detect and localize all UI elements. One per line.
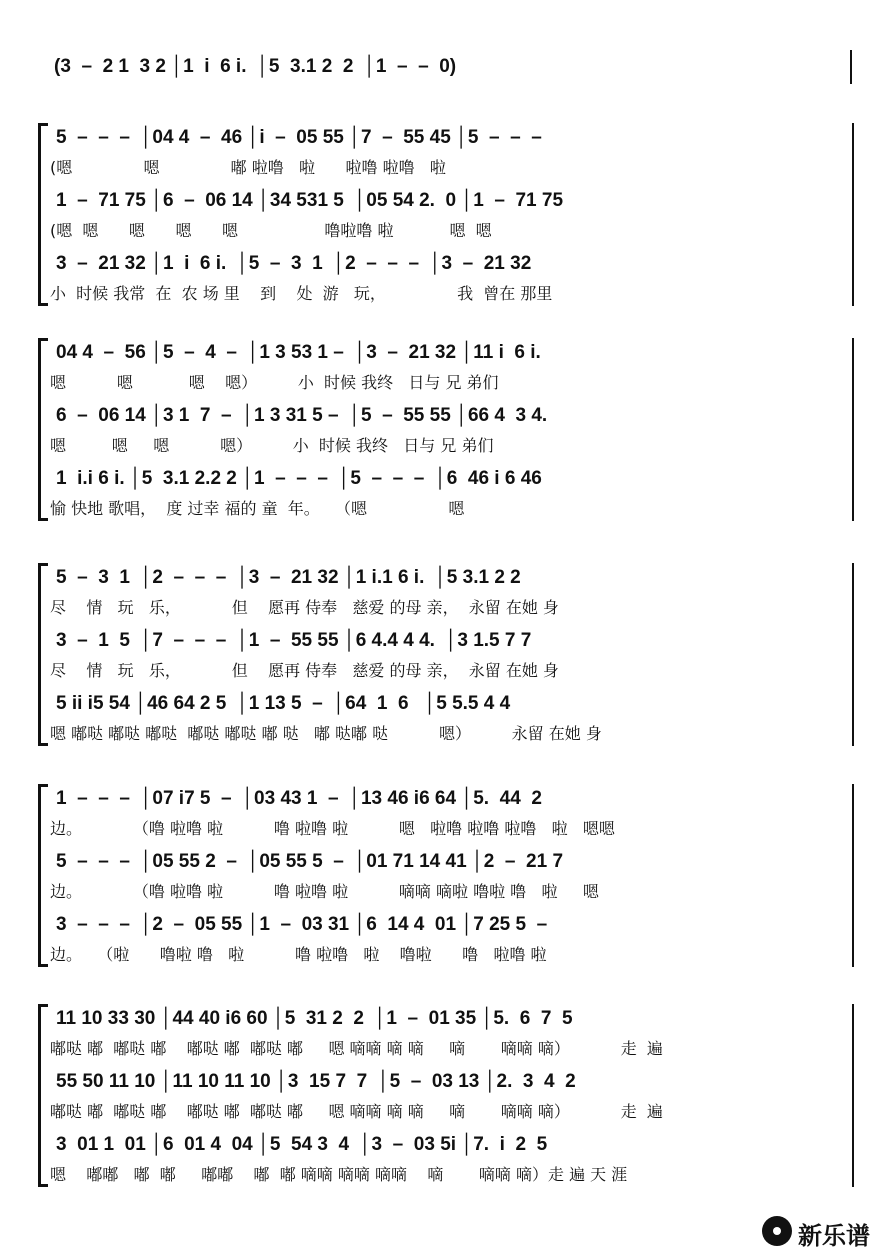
voice-notes: 1 – 71 75 │6 – 06 14 │34 531 5 │05 54 2. 0 │1 – 71 75 bbox=[56, 190, 564, 211]
voice-lyrics: (嗯 嗯 嘟 啦噜 啦 啦噜 啦噜 啦 bbox=[50, 158, 446, 177]
voice-lyrics: 尽 情 玩 乐， 但 愿再 侍奉 慈爱 的母 亲， 永留 在她 身 bbox=[50, 661, 559, 680]
system-bracket-cap-bottom bbox=[38, 1184, 48, 1187]
watermark-text: 新乐谱 bbox=[798, 1222, 870, 1250]
voice-notes: 3 01 1 01 │6 01 4 04 │5 54 3 4 │3 – 03 5i │7. i 2 5 bbox=[56, 1134, 548, 1155]
intro-end-barline bbox=[850, 50, 852, 84]
system-bracket bbox=[38, 123, 41, 306]
system-bracket-cap-bottom bbox=[38, 303, 48, 306]
voice-lyrics: 愉 快地 歌唱， 度 过幸 福的 童 年。 （嗯 嗯 bbox=[50, 499, 465, 518]
voice-lyrics: 边。 （啦 噜啦 噜 啦 噜 啦噜 啦 噜啦 噜 啦噜 啦 bbox=[50, 945, 547, 964]
voice-lyrics: (嗯 嗯 嗯 嗯 嗯 噜啦噜 啦 嗯 嗯 bbox=[50, 221, 492, 240]
system-end-barline bbox=[852, 338, 854, 521]
vinyl-disc-icon bbox=[762, 1216, 792, 1246]
voice-notes: 5 – – – │04 4 – 46 │i – 05 55 │7 – 55 45 │5 – – – bbox=[56, 127, 542, 148]
voice-notes: 5 ii i5 54 │46 64 2 5 │1 13 5 – │64 1 6 │5 5.5 4 4 bbox=[56, 693, 511, 714]
system-bracket-cap-top bbox=[38, 1004, 48, 1007]
voice-lyrics: 嘟哒 嘟 嘟哒 嘟 嘟哒 嘟 嘟哒 嘟 嗯 嘀嘀 嘀 嘀 嘀 嘀嘀 嘀） 走 遍 bbox=[50, 1039, 663, 1058]
system-bracket bbox=[38, 784, 41, 967]
system-bracket bbox=[38, 338, 41, 521]
system-bracket-cap-top bbox=[38, 784, 48, 787]
voice-notes: 11 10 33 30 │44 40 i6 60 │5 31 2 2 │1 – 01 35 │5. 6 7 5 bbox=[56, 1008, 573, 1029]
voice-lyrics: 嗯 嘟嘟 嘟 嘟 嘟嘟 嘟 嘟 嘀嘀 嘀嘀 嘀嘀 嘀 嘀嘀 嘀）走 遍 天 涯 bbox=[50, 1165, 628, 1184]
system-bracket-cap-top bbox=[38, 338, 48, 341]
system-bracket-cap-top bbox=[38, 123, 48, 126]
voice-notes: 3 – 1 5 │7 – – – │1 – 55 55 │6 4.4 4 4. │3 1.5 7 7 bbox=[56, 630, 532, 651]
system-end-barline bbox=[852, 123, 854, 306]
voice-lyrics: 嗯 嗯 嗯 嗯） 小 时候 我终 日与 兄 弟们 bbox=[50, 373, 499, 392]
voice-notes: 55 50 11 10 │11 10 11 10 │3 15 7 7 │5 – 03 13 │2. 3 4 2 bbox=[56, 1071, 576, 1092]
system-end-barline bbox=[852, 563, 854, 746]
voice-notes: 04 4 – 56 │5 – 4 – │1 3 53 1 – │3 – 21 32 │11 i 6 i. bbox=[56, 342, 541, 363]
system-bracket-cap-bottom bbox=[38, 743, 48, 746]
voice-notes: 3 – 21 32 │1 i 6 i. │5 – 3 1 │2 – – – │3 – 21 32 bbox=[56, 253, 532, 274]
system-bracket bbox=[38, 563, 41, 746]
voice-notes: 6 – 06 14 │3 1 7 – │1 3 31 5 – │5 – 55 55 │66 4 3 4. bbox=[56, 405, 548, 426]
intro-notes: (3 – 2 1 3 2 │1 i 6 i. │5 3.1 2 2 │1 – – 0) bbox=[54, 56, 457, 77]
system-bracket-cap-bottom bbox=[38, 518, 48, 521]
watermark-logo bbox=[762, 1214, 882, 1248]
system-bracket-cap-top bbox=[38, 563, 48, 566]
voice-notes: 5 – – – │05 55 2 – │05 55 5 – │01 71 14 41 │2 – 21 7 bbox=[56, 851, 564, 872]
voice-notes: 3 – – – │2 – 05 55 │1 – 03 31 │6 14 4 01 │7 25 5 – bbox=[56, 914, 548, 935]
voice-lyrics: 嗯 嘟哒 嘟哒 嘟哒 嘟哒 嘟哒 嘟 哒 嘟 哒嘟 哒 嗯） 永留 在她 身 bbox=[50, 724, 602, 743]
voice-notes: 5 – 3 1 │2 – – – │3 – 21 32 │1 i.1 6 i. │5 3.1 2 2 bbox=[56, 567, 521, 588]
system-end-barline bbox=[852, 1004, 854, 1187]
system-bracket-cap-bottom bbox=[38, 964, 48, 967]
voice-lyrics: 小 时候 我常 在 农 场 里 到 处 游 玩， 我 曾在 那里 bbox=[50, 284, 553, 303]
voice-lyrics: 嗯 嗯 嗯 嗯） 小 时候 我终 日与 兄 弟们 bbox=[50, 436, 494, 455]
voice-lyrics: 边。 （噜 啦噜 啦 噜 啦噜 啦 嗯 啦噜 啦噜 啦噜 啦 嗯嗯 bbox=[50, 819, 615, 838]
voice-lyrics: 嘟哒 嘟 嘟哒 嘟 嘟哒 嘟 嘟哒 嘟 嗯 嘀嘀 嘀 嘀 嘀 嘀嘀 嘀） 走 遍 bbox=[50, 1102, 663, 1121]
voice-lyrics: 边。 （噜 啦噜 啦 噜 啦噜 啦 嘀嘀 嘀啦 噜啦 噜 啦 嗯 bbox=[50, 882, 599, 901]
voice-lyrics: 尽 情 玩 乐， 但 愿再 侍奉 慈爱 的母 亲， 永留 在她 身 bbox=[50, 598, 559, 617]
system-bracket bbox=[38, 1004, 41, 1187]
system-end-barline bbox=[852, 784, 854, 967]
voice-notes: 1 – – – │07 i7 5 – │03 43 1 – │13 46 i6 64 │5. 44 2 bbox=[56, 788, 542, 809]
voice-notes: 1 i.i 6 i. │5 3.1 2.2 2 │1 – – – │5 – – – │6 46 i 6 46 bbox=[56, 468, 542, 489]
